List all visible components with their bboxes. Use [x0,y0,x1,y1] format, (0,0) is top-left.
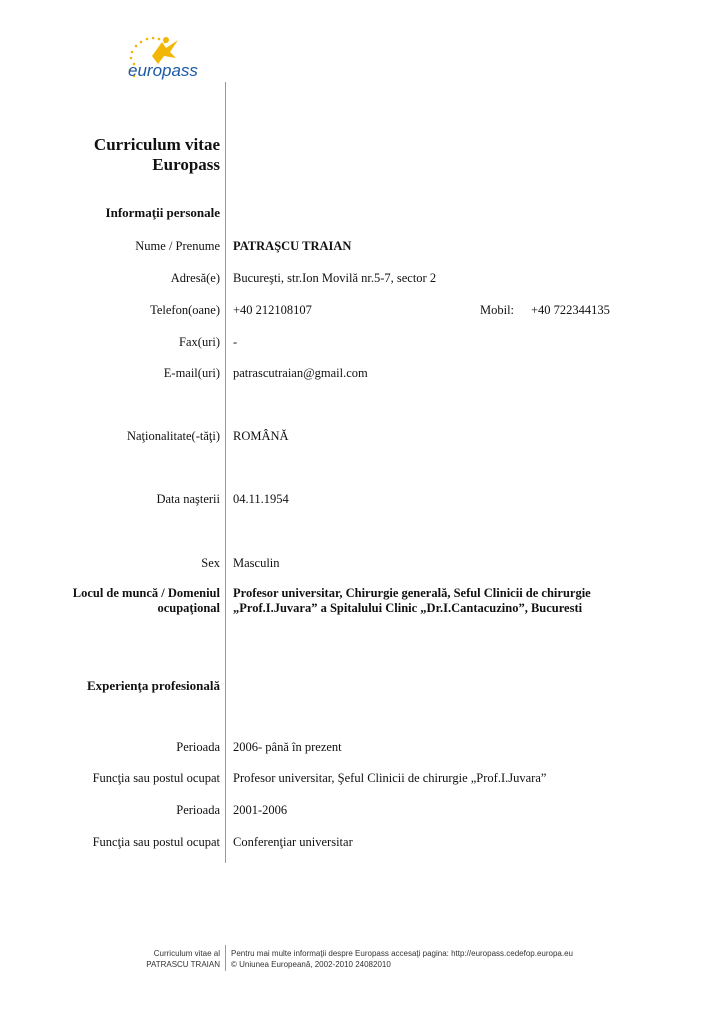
name-value: PATRAŞCU TRAIAN [233,239,352,253]
position-value: Profesor universitar, Şeful Clinicii de chirurgie „Prof.I.Juvara” [233,771,547,785]
workplace-value [233,586,591,616]
position-label: Funcţia sau postul ocupat [92,835,220,849]
email-label: E-mail(uri) [163,366,220,380]
nationality-value: ROMÂNĂ [233,429,289,443]
period-value: 2001-2006 [233,803,288,817]
footer-owner-line2: PATRASCU TRAIAN [146,960,220,969]
experience-heading: Experienţa profesională [86,678,220,693]
europass-logo [122,34,222,82]
column-divider [225,82,226,863]
workplace-label-line2: ocupaţional [157,601,220,615]
address-label: Adresă(e) [170,271,220,285]
phone-value: +40 212108107 [233,303,312,317]
europass-wordmark: europass [128,61,198,80]
sex-label: Sex [201,556,220,570]
position-value: Conferenţiar universitar [233,835,353,849]
position-label: Funcţia sau postul ocupat [92,771,220,785]
period-value: 2006- până în prezent [233,740,342,754]
personal-info-heading: Informaţii personale [105,205,220,220]
footer-info [231,948,573,970]
cv-title-line1: Curriculum vitae [93,135,220,154]
fax-label: Fax(uri) [179,335,220,349]
footer-info-line1: Pentru mai multe informaţii despre Europass accesaţi pagina: http://europass.cedefop.europa.eu [231,949,573,958]
nationality-label: Naţionalitate(-tăţi) [126,429,220,443]
cv-title-line2: Europass [152,155,220,174]
workplace-value-line1: Profesor universitar, Chirurgie generală, Seful Clinicii de chirurgie [233,586,591,600]
cv-title [94,135,220,175]
birthdate-label: Data naşterii [156,492,220,506]
workplace-value-line2: „Prof.I.Juvara” a Spitalului Clinic „Dr.I.Cantacuzino”, Bucuresti [233,601,583,615]
workplace-label-line1: Locul de muncă / Domeniul [72,586,220,600]
phone-label: Telefon(oane) [150,303,220,317]
email-value: patrascutraian@gmail.com [233,366,368,380]
fax-value: - [233,335,238,349]
mobile-value: +40 722344135 [531,303,610,317]
footer-divider [225,945,226,971]
europass-star-icon [122,34,222,82]
birthdate-value: 04.11.1954 [233,492,289,506]
workplace-label [73,586,220,616]
mobile-label: Mobil: [480,303,515,317]
sex-value: Masculin [233,556,280,570]
footer-info-line2: © Uniunea Europeană, 2002-2010 24082010 [231,960,391,969]
period-label: Perioada [176,740,220,754]
footer-owner [146,948,220,970]
footer-owner-line1: Curriculum vitae al [153,949,220,958]
name-label: Nume / Prenume [135,239,220,253]
period-label: Perioada [176,803,220,817]
address-value: Bucureşti, str.Ion Movilă nr.5-7, sector 2 [233,271,437,285]
